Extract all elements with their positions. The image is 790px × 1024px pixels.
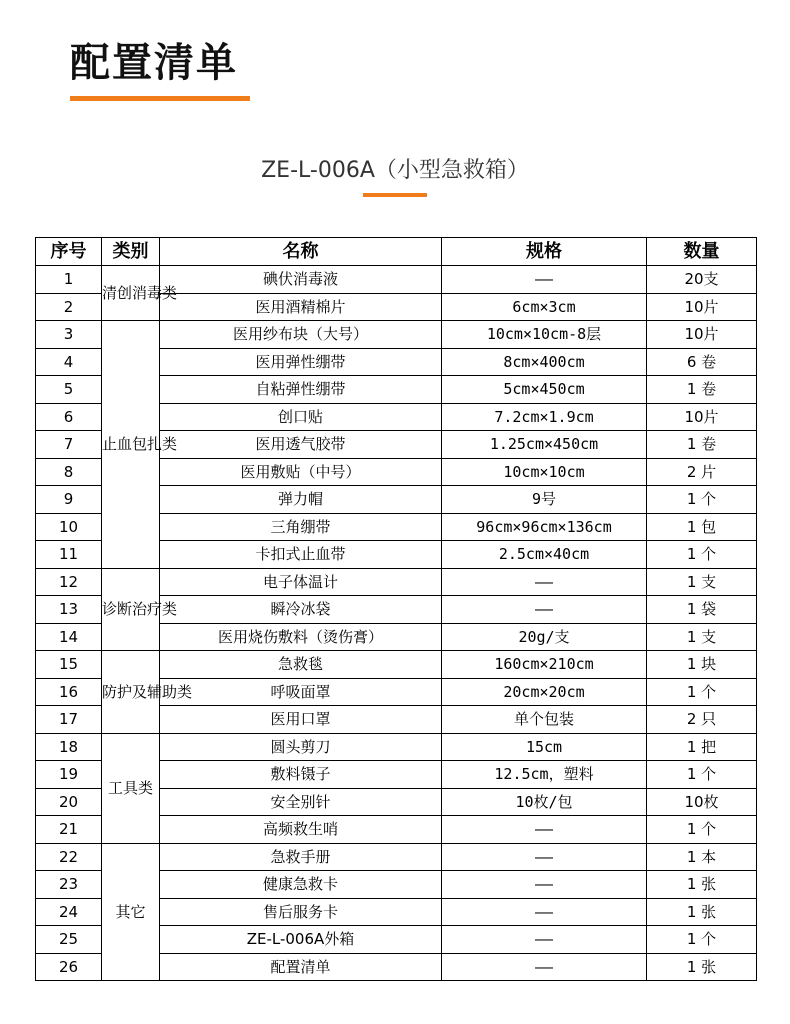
row-item-name: 呼吸面罩 xyxy=(160,678,442,706)
row-index: 6 xyxy=(36,403,102,431)
table-row xyxy=(36,733,757,761)
row-spec: —— xyxy=(442,871,647,899)
subtitle-underline xyxy=(363,193,427,197)
row-quantity: 1 张 xyxy=(647,871,757,899)
row-item-name: 敷料镊子 xyxy=(160,761,442,789)
row-quantity: 6 卷 xyxy=(647,348,757,376)
row-item-name: 医用口罩 xyxy=(160,706,442,734)
row-spec: 6cm×3cm xyxy=(442,293,647,321)
header-index: 序号 xyxy=(36,238,102,266)
row-category: 防护及辅助类 xyxy=(102,651,160,734)
row-item-name: 医用敷贴（中号） xyxy=(160,458,442,486)
row-item-name: 三角绷带 xyxy=(160,513,442,541)
row-spec: 2.5cm×40cm xyxy=(442,541,647,569)
row-quantity: 1 个 xyxy=(647,926,757,954)
row-item-name: 健康急救卡 xyxy=(160,871,442,899)
row-item-name: ZE-L-006A外箱 xyxy=(160,926,442,954)
row-category: 其它 xyxy=(102,843,160,981)
row-index: 16 xyxy=(36,678,102,706)
row-item-name: 圆头剪刀 xyxy=(160,733,442,761)
page-title: 配置清单 xyxy=(70,40,238,86)
row-category: 清创消毒类 xyxy=(102,266,160,321)
row-spec: —— xyxy=(442,843,647,871)
config-table xyxy=(35,237,757,981)
row-spec: 20g/支 xyxy=(442,623,647,651)
table-row xyxy=(36,266,757,294)
row-spec: 1.25cm×450cm xyxy=(442,431,647,459)
header-name: 名称 xyxy=(160,238,442,266)
row-index: 19 xyxy=(36,761,102,789)
row-quantity: 1 个 xyxy=(647,816,757,844)
row-index: 8 xyxy=(36,458,102,486)
row-item-name: 医用纱布块（大号） xyxy=(160,321,442,349)
row-index: 24 xyxy=(36,898,102,926)
row-item-name: 碘伏消毒液 xyxy=(160,266,442,294)
row-index: 20 xyxy=(36,788,102,816)
row-spec: 10cm×10cm xyxy=(442,458,647,486)
row-index: 17 xyxy=(36,706,102,734)
row-quantity: 1 本 xyxy=(647,843,757,871)
row-category: 诊断治疗类 xyxy=(102,568,160,651)
table-row xyxy=(36,651,757,679)
row-spec: 9号 xyxy=(442,486,647,514)
row-spec: 7.2cm×1.9cm xyxy=(442,403,647,431)
row-item-name: 售后服务卡 xyxy=(160,898,442,926)
table-row xyxy=(36,843,757,871)
table-header-row xyxy=(36,238,757,266)
row-index: 4 xyxy=(36,348,102,376)
row-index: 2 xyxy=(36,293,102,321)
row-quantity: 1 块 xyxy=(647,651,757,679)
row-index: 15 xyxy=(36,651,102,679)
row-quantity: 1 个 xyxy=(647,761,757,789)
header-quantity: 数量 xyxy=(647,238,757,266)
row-quantity: 10片 xyxy=(647,321,757,349)
row-item-name: 急救毯 xyxy=(160,651,442,679)
row-quantity: 10枚 xyxy=(647,788,757,816)
row-index: 23 xyxy=(36,871,102,899)
header-category: 类别 xyxy=(102,238,160,266)
row-index: 1 xyxy=(36,266,102,294)
row-spec: 8cm×400cm xyxy=(442,348,647,376)
table-body xyxy=(36,266,757,981)
row-quantity: 1 个 xyxy=(647,541,757,569)
row-quantity: 1 个 xyxy=(647,486,757,514)
row-index: 11 xyxy=(36,541,102,569)
row-category: 工具类 xyxy=(102,733,160,843)
header-spec: 规格 xyxy=(442,238,647,266)
row-index: 22 xyxy=(36,843,102,871)
row-quantity: 1 支 xyxy=(647,568,757,596)
row-index: 21 xyxy=(36,816,102,844)
row-quantity: 20支 xyxy=(647,266,757,294)
row-index: 18 xyxy=(36,733,102,761)
product-subtitle: ZE-L-006A（小型急救箱） xyxy=(261,158,529,183)
row-spec: 10cm×10cm-8层 xyxy=(442,321,647,349)
row-spec: —— xyxy=(442,816,647,844)
row-quantity: 10片 xyxy=(647,293,757,321)
row-spec: —— xyxy=(442,898,647,926)
row-index: 25 xyxy=(36,926,102,954)
table-row xyxy=(36,568,757,596)
row-item-name: 瞬冷冰袋 xyxy=(160,596,442,624)
row-spec: 单个包装 xyxy=(442,706,647,734)
row-index: 7 xyxy=(36,431,102,459)
row-quantity: 1 卷 xyxy=(647,376,757,404)
row-item-name: 创口贴 xyxy=(160,403,442,431)
row-item-name: 高频救生哨 xyxy=(160,816,442,844)
row-item-name: 医用弹性绷带 xyxy=(160,348,442,376)
row-item-name: 卡扣式止血带 xyxy=(160,541,442,569)
row-quantity: 1 包 xyxy=(647,513,757,541)
row-quantity: 1 个 xyxy=(647,678,757,706)
row-item-name: 自粘弹性绷带 xyxy=(160,376,442,404)
row-spec: 160cm×210cm xyxy=(442,651,647,679)
row-quantity: 2 只 xyxy=(647,706,757,734)
row-item-name: 医用透气胶带 xyxy=(160,431,442,459)
row-item-name: 急救手册 xyxy=(160,843,442,871)
row-spec: —— xyxy=(442,953,647,981)
title-underline xyxy=(70,96,250,101)
row-spec: 5cm×450cm xyxy=(442,376,647,404)
row-item-name: 电子体温计 xyxy=(160,568,442,596)
row-quantity: 10片 xyxy=(647,403,757,431)
row-index: 9 xyxy=(36,486,102,514)
row-item-name: 安全别针 xyxy=(160,788,442,816)
row-index: 12 xyxy=(36,568,102,596)
row-spec: —— xyxy=(442,266,647,294)
row-item-name: 医用烧伤敷料（烫伤膏） xyxy=(160,623,442,651)
row-index: 13 xyxy=(36,596,102,624)
row-spec: —— xyxy=(442,926,647,954)
row-quantity: 1 卷 xyxy=(647,431,757,459)
row-index: 10 xyxy=(36,513,102,541)
row-item-name: 弹力帽 xyxy=(160,486,442,514)
row-item-name: 配置清单 xyxy=(160,953,442,981)
row-quantity: 1 张 xyxy=(647,898,757,926)
row-category: 止血包扎类 xyxy=(102,321,160,569)
row-quantity: 1 把 xyxy=(647,733,757,761)
row-spec: 12.5cm，塑料 xyxy=(442,761,647,789)
row-spec: 96cm×96cm×136cm xyxy=(442,513,647,541)
row-quantity: 1 张 xyxy=(647,953,757,981)
row-quantity: 2 片 xyxy=(647,458,757,486)
row-spec: 15cm xyxy=(442,733,647,761)
row-spec: 10枚/包 xyxy=(442,788,647,816)
row-quantity: 1 支 xyxy=(647,623,757,651)
row-index: 14 xyxy=(36,623,102,651)
row-index: 3 xyxy=(36,321,102,349)
row-item-name: 医用酒精棉片 xyxy=(160,293,442,321)
row-spec: —— xyxy=(442,596,647,624)
table-row xyxy=(36,321,757,349)
row-spec: —— xyxy=(442,568,647,596)
row-spec: 20cm×20cm xyxy=(442,678,647,706)
row-quantity: 1 袋 xyxy=(647,596,757,624)
row-index: 5 xyxy=(36,376,102,404)
row-index: 26 xyxy=(36,953,102,981)
